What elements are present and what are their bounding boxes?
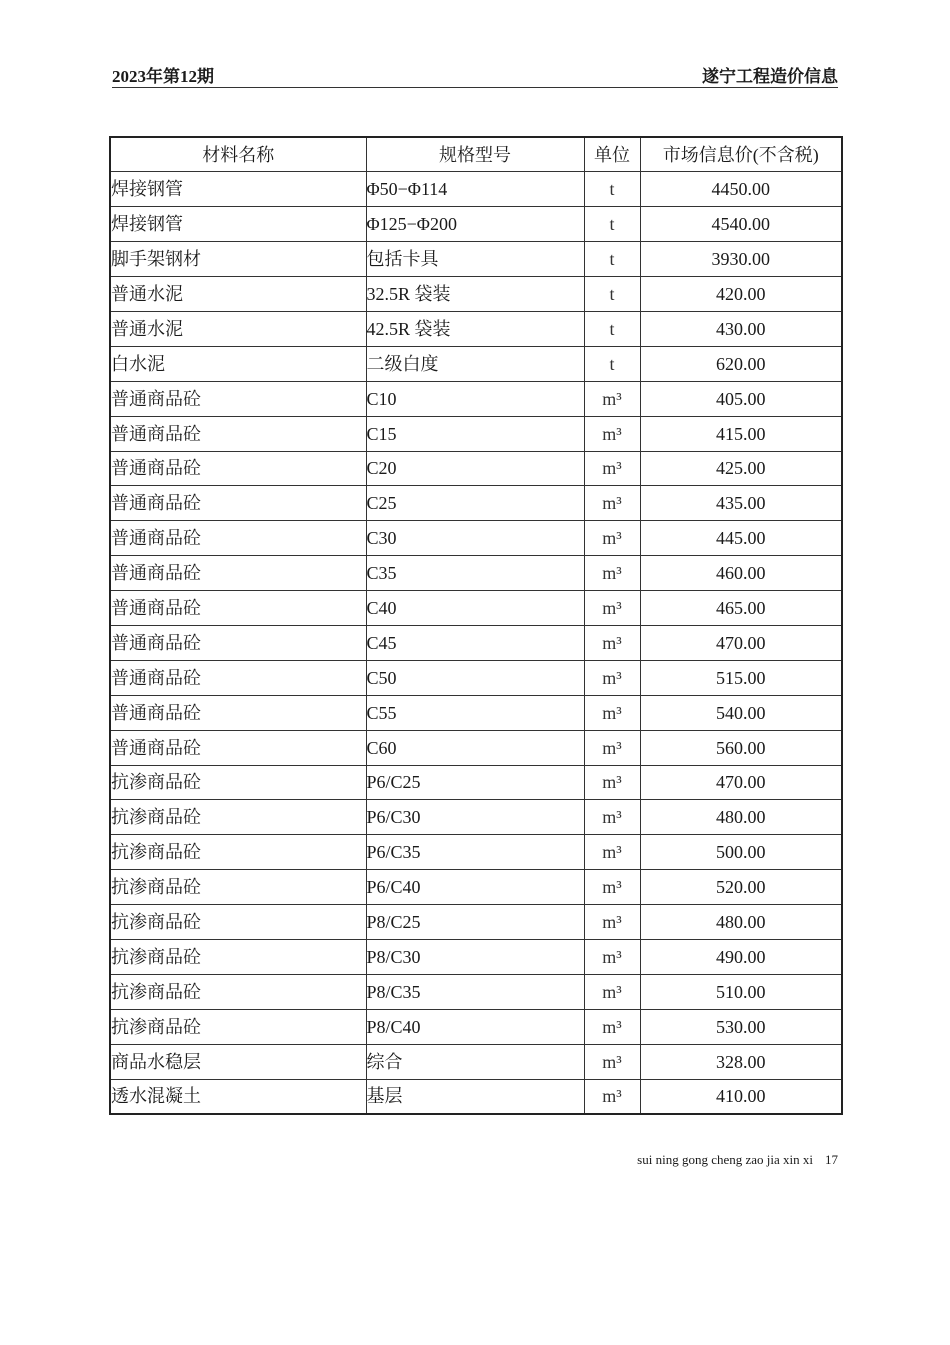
cell-spec: 42.5R 袋装 <box>366 311 584 346</box>
page-footer <box>625 1152 838 1168</box>
table-row <box>110 974 842 1009</box>
cell-price: 490.00 <box>640 939 842 974</box>
table-row <box>110 311 842 346</box>
column-header-spec: 规格型号 <box>366 137 584 172</box>
cell-material-name: 普通商品砼 <box>110 486 366 521</box>
cell-unit: t <box>584 277 640 312</box>
cell-spec: 综合 <box>366 1044 584 1079</box>
cell-unit: m³ <box>584 835 640 870</box>
cell-unit: m³ <box>584 416 640 451</box>
cell-spec: C15 <box>366 416 584 451</box>
cell-price: 425.00 <box>640 451 842 486</box>
cell-spec: 二级白度 <box>366 346 584 381</box>
table-row <box>110 905 842 940</box>
cell-price: 470.00 <box>640 765 842 800</box>
cell-unit: m³ <box>584 1079 640 1114</box>
table-row <box>110 591 842 626</box>
cell-material-name: 普通商品砼 <box>110 556 366 591</box>
cell-material-name: 普通商品砼 <box>110 416 366 451</box>
table-row <box>110 416 842 451</box>
cell-material-name: 焊接钢管 <box>110 207 366 242</box>
cell-price: 4540.00 <box>640 207 842 242</box>
cell-spec: P6/C35 <box>366 835 584 870</box>
cell-price: 460.00 <box>640 556 842 591</box>
cell-price: 430.00 <box>640 311 842 346</box>
cell-price: 445.00 <box>640 521 842 556</box>
cell-price: 620.00 <box>640 346 842 381</box>
cell-unit: m³ <box>584 870 640 905</box>
cell-spec: 包括卡具 <box>366 242 584 277</box>
table-row <box>110 660 842 695</box>
cell-spec: P6/C25 <box>366 765 584 800</box>
cell-unit: t <box>584 207 640 242</box>
cell-material-name: 商品水稳层 <box>110 1044 366 1079</box>
cell-spec: C10 <box>366 381 584 416</box>
table-row <box>110 730 842 765</box>
table-row <box>110 172 842 207</box>
table-row <box>110 1079 842 1114</box>
cell-spec: C30 <box>366 521 584 556</box>
cell-spec: Φ50−Φ114 <box>366 172 584 207</box>
cell-material-name: 普通水泥 <box>110 311 366 346</box>
cell-spec: C60 <box>366 730 584 765</box>
cell-price: 465.00 <box>640 591 842 626</box>
cell-material-name: 抗渗商品砼 <box>110 835 366 870</box>
cell-unit: t <box>584 242 640 277</box>
table-row <box>110 1044 842 1079</box>
cell-unit: m³ <box>584 974 640 1009</box>
cell-unit: m³ <box>584 591 640 626</box>
cell-price: 515.00 <box>640 660 842 695</box>
cell-price: 540.00 <box>640 695 842 730</box>
cell-unit: m³ <box>584 625 640 660</box>
table-row <box>110 800 842 835</box>
cell-material-name: 白水泥 <box>110 346 366 381</box>
cell-spec: C40 <box>366 591 584 626</box>
cell-price: 420.00 <box>640 277 842 312</box>
table-row <box>110 451 842 486</box>
cell-unit: m³ <box>584 660 640 695</box>
cell-price: 500.00 <box>640 835 842 870</box>
cell-unit: m³ <box>584 556 640 591</box>
cell-material-name: 普通商品砼 <box>110 591 366 626</box>
cell-price: 3930.00 <box>640 242 842 277</box>
table-row <box>110 486 842 521</box>
cell-spec: P8/C30 <box>366 939 584 974</box>
cell-material-name: 普通商品砼 <box>110 451 366 486</box>
cell-unit: t <box>584 311 640 346</box>
cell-price: 4450.00 <box>640 172 842 207</box>
page-header <box>112 60 838 88</box>
cell-price: 470.00 <box>640 625 842 660</box>
cell-unit: m³ <box>584 730 640 765</box>
cell-material-name: 抗渗商品砼 <box>110 800 366 835</box>
cell-material-name: 抗渗商品砼 <box>110 905 366 940</box>
cell-material-name: 普通商品砼 <box>110 625 366 660</box>
cell-material-name: 普通商品砼 <box>110 660 366 695</box>
table-row <box>110 765 842 800</box>
table-row <box>110 521 842 556</box>
header-rule <box>112 87 838 88</box>
issue-label: 2023年第12期 <box>112 67 214 86</box>
cell-spec: C50 <box>366 660 584 695</box>
table-row <box>110 346 842 381</box>
cell-material-name: 普通商品砼 <box>110 695 366 730</box>
footer-pinyin: sui ning gong cheng zao jia xin xi <box>637 1152 813 1167</box>
cell-unit: m³ <box>584 1044 640 1079</box>
cell-spec: C20 <box>366 451 584 486</box>
table-row <box>110 242 842 277</box>
table-row <box>110 381 842 416</box>
column-header-price: 市场信息价(不含税) <box>640 137 842 172</box>
table-row <box>110 1009 842 1044</box>
cell-material-name: 脚手架钢材 <box>110 242 366 277</box>
page-number: 17 <box>825 1152 838 1167</box>
table-row <box>110 695 842 730</box>
cell-unit: m³ <box>584 521 640 556</box>
cell-unit: m³ <box>584 381 640 416</box>
cell-unit: t <box>584 172 640 207</box>
cell-spec: 基层 <box>366 1079 584 1114</box>
cell-material-name: 焊接钢管 <box>110 172 366 207</box>
cell-price: 410.00 <box>640 1079 842 1114</box>
cell-price: 328.00 <box>640 1044 842 1079</box>
publication-title: 遂宁工程造价信息 <box>702 67 838 86</box>
table-row <box>110 277 842 312</box>
cell-material-name: 普通商品砼 <box>110 521 366 556</box>
cell-unit: m³ <box>584 765 640 800</box>
cell-spec: P6/C40 <box>366 870 584 905</box>
cell-material-name: 普通商品砼 <box>110 381 366 416</box>
cell-spec: P8/C40 <box>366 1009 584 1044</box>
table-row <box>110 625 842 660</box>
cell-unit: m³ <box>584 1009 640 1044</box>
cell-material-name: 抗渗商品砼 <box>110 974 366 1009</box>
column-header-unit: 单位 <box>584 137 640 172</box>
cell-price: 510.00 <box>640 974 842 1009</box>
table-header-row <box>110 137 842 172</box>
table-row <box>110 870 842 905</box>
cell-spec: P8/C25 <box>366 905 584 940</box>
cell-unit: m³ <box>584 486 640 521</box>
cell-material-name: 透水混凝土 <box>110 1079 366 1114</box>
cell-price: 480.00 <box>640 905 842 940</box>
cell-unit: m³ <box>584 939 640 974</box>
cell-spec: 32.5R 袋装 <box>366 277 584 312</box>
cell-price: 480.00 <box>640 800 842 835</box>
cell-price: 405.00 <box>640 381 842 416</box>
table-row <box>110 556 842 591</box>
cell-material-name: 普通商品砼 <box>110 730 366 765</box>
table-body <box>110 172 842 1114</box>
cell-material-name: 普通水泥 <box>110 277 366 312</box>
column-header-name: 材料名称 <box>110 137 366 172</box>
price-table <box>109 136 843 1115</box>
cell-spec: C45 <box>366 625 584 660</box>
cell-unit: m³ <box>584 695 640 730</box>
cell-price: 415.00 <box>640 416 842 451</box>
cell-spec: C25 <box>366 486 584 521</box>
table-row <box>110 939 842 974</box>
cell-price: 435.00 <box>640 486 842 521</box>
cell-price: 530.00 <box>640 1009 842 1044</box>
table-row <box>110 835 842 870</box>
cell-spec: P8/C35 <box>366 974 584 1009</box>
cell-material-name: 抗渗商品砼 <box>110 939 366 974</box>
cell-spec: C35 <box>366 556 584 591</box>
cell-spec: Φ125−Φ200 <box>366 207 584 242</box>
cell-price: 560.00 <box>640 730 842 765</box>
cell-price: 520.00 <box>640 870 842 905</box>
cell-material-name: 抗渗商品砼 <box>110 1009 366 1044</box>
table-row <box>110 207 842 242</box>
cell-unit: t <box>584 346 640 381</box>
cell-material-name: 抗渗商品砼 <box>110 765 366 800</box>
cell-material-name: 抗渗商品砼 <box>110 870 366 905</box>
cell-unit: m³ <box>584 800 640 835</box>
cell-unit: m³ <box>584 905 640 940</box>
cell-spec: C55 <box>366 695 584 730</box>
cell-unit: m³ <box>584 451 640 486</box>
cell-spec: P6/C30 <box>366 800 584 835</box>
